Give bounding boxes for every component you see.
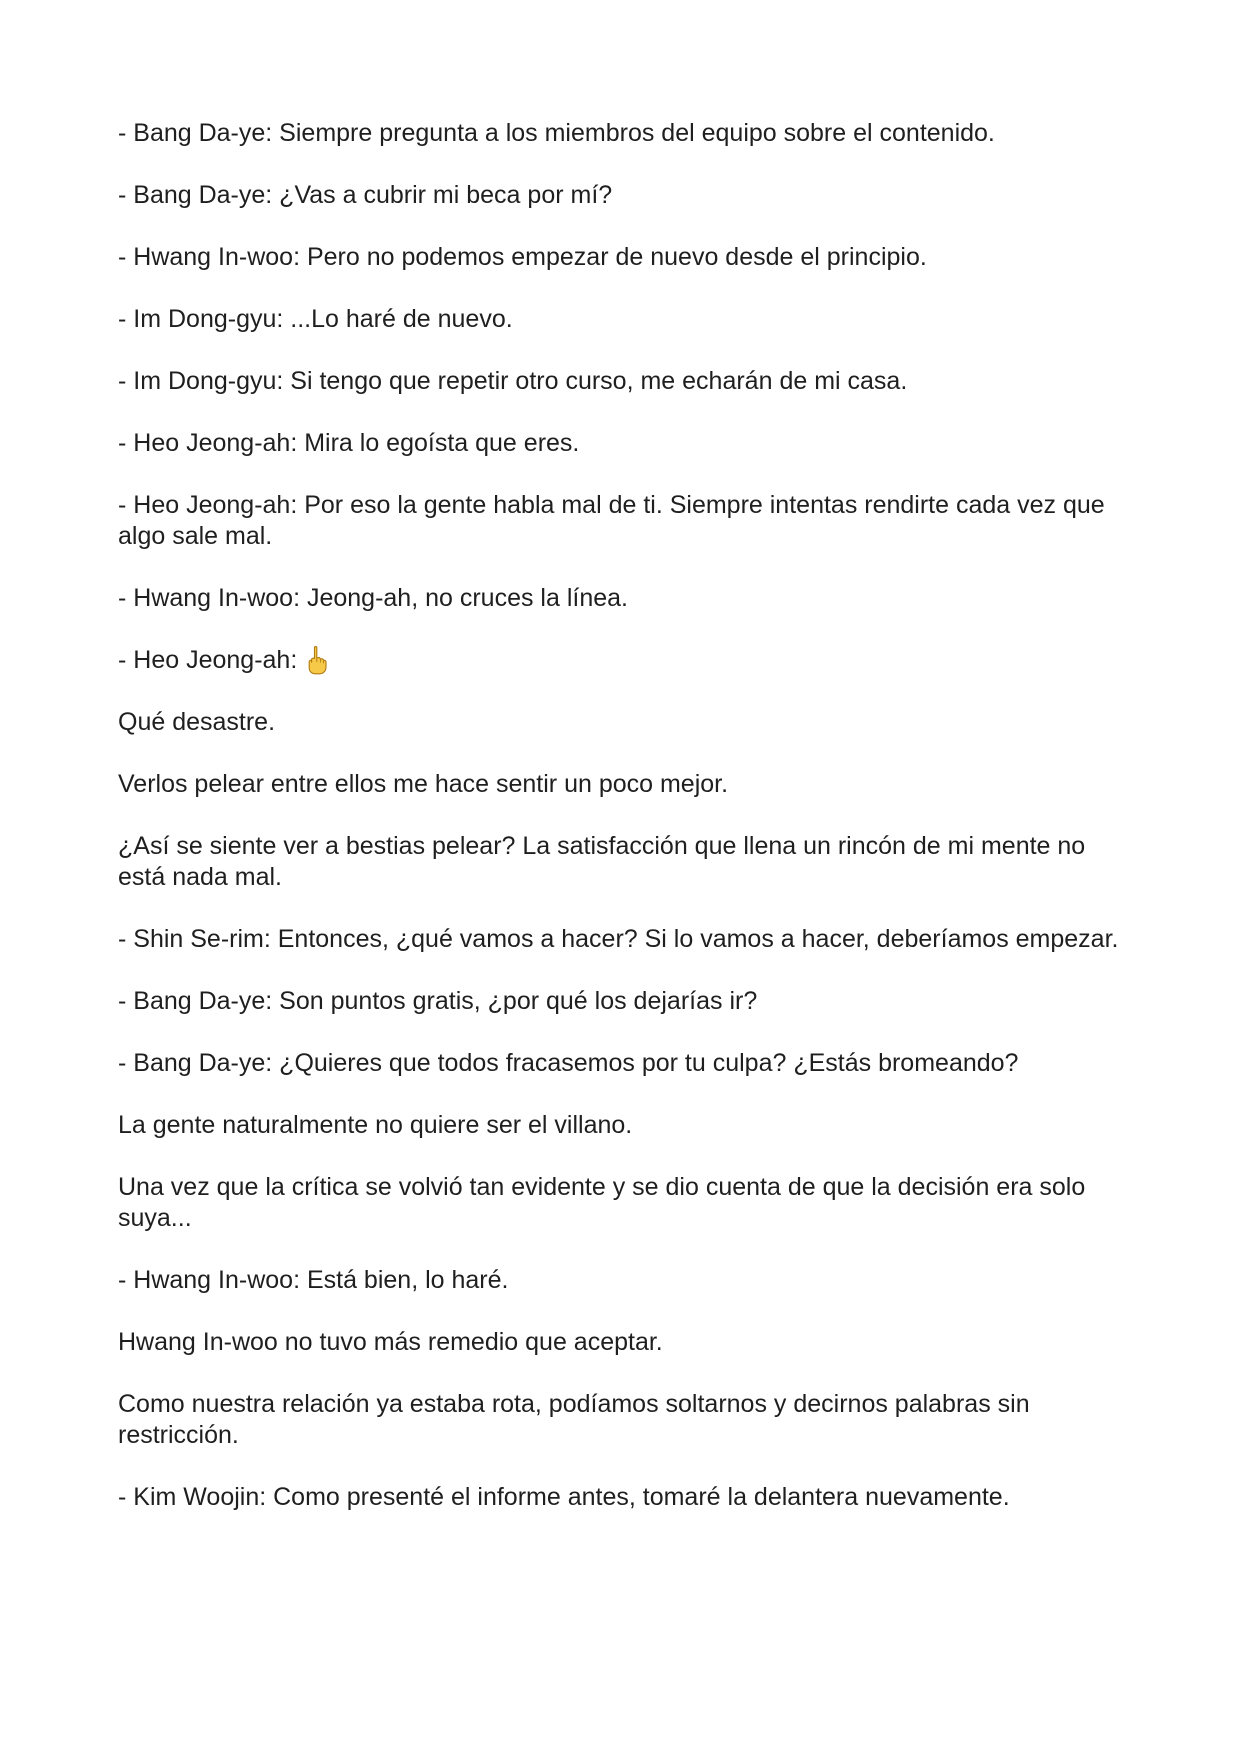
document-body: [118, 118, 1128, 1544]
middle-finger-icon: [306, 645, 328, 675]
paragraph: - Bang Da-ye: Siempre pregunta a los miembros del equipo sobre el contenido.: [118, 119, 995, 147]
paragraph: Hwang In-woo no tuvo más remedio que aceptar.: [118, 1328, 663, 1356]
paragraph: - Im Dong-gyu: ...Lo haré de nuevo.: [118, 305, 513, 333]
paragraph: - Bang Da-ye: ¿Quieres que todos fracasemos por tu culpa? ¿Estás bromeando?: [118, 1049, 1019, 1077]
paragraph-text: - Heo Jeong-ah:: [118, 646, 305, 674]
paragraph: - Hwang In-woo: Jeong-ah, no cruces la línea.: [118, 584, 628, 612]
paragraph: Verlos pelear entre ellos me hace sentir un poco mejor.: [118, 770, 729, 798]
paragraph: ¿Así se siente ver a bestias pelear? La satisfacción que llena un rincón de mi mente no está nada mal.: [118, 832, 1086, 891]
paragraph: Una vez que la crítica se volvió tan evidente y se dio cuenta de que la decisión era solo suya...: [118, 1173, 1086, 1232]
paragraph: - Heo Jeong-ah: Por eso la gente habla mal de ti. Siempre intentas rendirte cada vez que algo sale mal.: [118, 491, 1105, 550]
paragraph: - Heo Jeong-ah: Mira lo egoísta que eres.: [118, 429, 580, 457]
paragraph-with-emoji: [118, 645, 1128, 676]
paragraph: Qué desastre.: [118, 708, 276, 736]
paragraph: - Kim Woojin: Como presenté el informe antes, tomaré la delantera nuevamente.: [118, 1483, 1010, 1511]
paragraph: - Bang Da-ye: Son puntos gratis, ¿por qué los dejarías ir?: [118, 987, 758, 1015]
paragraph: - Hwang In-woo: Está bien, lo haré.: [118, 1266, 509, 1294]
paragraph: - Hwang In-woo: Pero no podemos empezar de nuevo desde el principio.: [118, 243, 927, 271]
paragraph: - Shin Se-rim: Entonces, ¿qué vamos a hacer? Si lo vamos a hacer, deberíamos empezar.: [118, 925, 1119, 953]
paragraph: Como nuestra relación ya estaba rota, podíamos soltarnos y decirnos palabras sin restricción.: [118, 1390, 1030, 1449]
paragraph: - Bang Da-ye: ¿Vas a cubrir mi beca por mí?: [118, 181, 613, 209]
paragraph: - Im Dong-gyu: Si tengo que repetir otro curso, me echarán de mi casa.: [118, 367, 908, 395]
paragraph: La gente naturalmente no quiere ser el villano.: [118, 1111, 633, 1139]
